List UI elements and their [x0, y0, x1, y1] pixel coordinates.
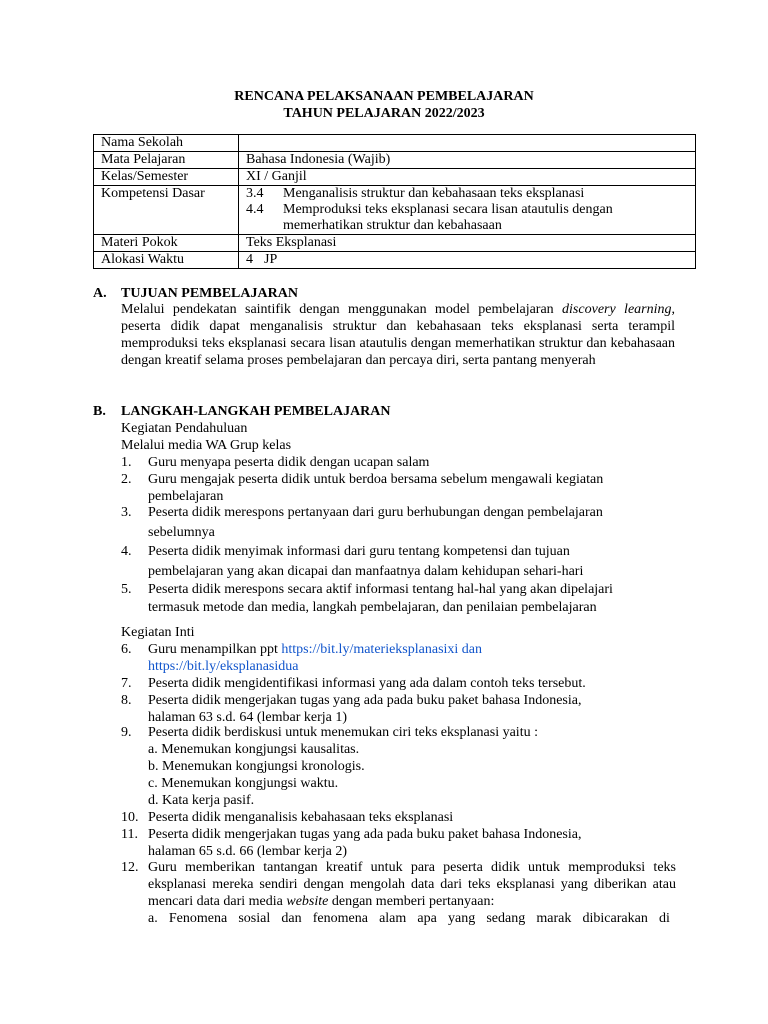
item-number: 5. [121, 582, 132, 597]
item-text [148, 504, 676, 541]
sub-item-word: fenomena [312, 911, 368, 926]
ppt-link-eksplanasi[interactable]: https://bit.ly/eksplanasidua [148, 659, 299, 674]
value-kompetensi-dasar [239, 186, 696, 235]
section-b-heading [93, 403, 391, 420]
item-number: 2. [121, 472, 132, 487]
alokasi-unit: JP [264, 252, 278, 267]
item-text [148, 859, 676, 910]
table-row [94, 235, 696, 252]
value-alokasi-waktu [239, 252, 696, 269]
identity-table [93, 134, 696, 269]
label-nama-sekolah: Nama Sekolah [94, 135, 239, 152]
value-materi-pokok: Teks Eksplanasi [239, 235, 696, 252]
sub-item: d. Kata kerja pasif. [148, 793, 255, 808]
label-alokasi-waktu: Alokasi Waktu [94, 252, 239, 269]
value-kelas-semester: XI / Ganjil [239, 169, 696, 186]
item-number: 11. [121, 827, 138, 842]
kegiatan-inti-label: Kegiatan Inti [121, 625, 195, 640]
list-item [121, 724, 676, 741]
item-line: halaman 63 s.d. 64 (lembar kerja 1) [148, 710, 348, 725]
sub-item-word: Fenomena [168, 911, 228, 926]
item-text-end: dengan memberi pertanyaan: [328, 894, 495, 909]
table-row [94, 252, 696, 269]
item-text: Guru mengajak peserta didik untuk berdoa bersama sebelum mengawali kegiatan pembelajaran [148, 472, 604, 504]
label-kelas-semester: Kelas/Semester [94, 169, 239, 186]
value-mata-pelajaran: Bahasa Indonesia (Wajib) [239, 152, 696, 169]
sub-item: a. Menemukan kongjungsi kausalitas. [148, 742, 360, 757]
item-text: Peserta didik mengidentifikasi informasi yang ada dalam contoh teks tersebut. [148, 676, 586, 691]
item-number: 9. [121, 725, 132, 740]
label-materi-pokok: Materi Pokok [94, 235, 239, 252]
value-nama-sekolah [239, 135, 696, 152]
item-number: 10. [121, 810, 139, 825]
list-item [121, 641, 676, 675]
section-title: TUJUAN PEMBELAJARAN [121, 286, 298, 301]
section-letter: B. [93, 404, 106, 419]
table-row [94, 152, 696, 169]
alokasi-number: 4 [246, 252, 253, 267]
item-text-italic: website [286, 894, 329, 909]
sub-item-word: dibicarakan [582, 911, 648, 926]
kd-text: Memproduksi teks eksplanasi secara lisan atautulis dengan memerhatikan struktur dan kebahasaan [283, 202, 613, 233]
sub-item-word: marak [536, 911, 572, 926]
item-line: Peserta didik merespons pertanyaan dari guru berhubungan dengan pembelajaran [148, 505, 603, 520]
item-text [148, 581, 676, 616]
sub-item-word: di [658, 911, 670, 926]
sub-item-word: yang [448, 911, 476, 926]
sub-item-word: sosial [238, 911, 271, 926]
list-item [121, 581, 676, 616]
ppt-link-materi[interactable]: https://bit.ly/materieksplanasixi dan [281, 642, 483, 657]
label-kompetensi-dasar: Kompetensi Dasar [94, 186, 239, 235]
item-line: Peserta didik mengerjakan tugas yang ada pada buku paket bahasa Indonesia, [148, 827, 582, 842]
list-item [121, 504, 676, 541]
item-text [148, 543, 676, 580]
item-text [148, 641, 676, 675]
table-row [94, 135, 696, 152]
item-text-start: Guru memberikan tantangan kreatif untuk para peserta didik untuk memproduksi teks eksplanasi mereka sendiri dengan mengolah data dari teks eksplanasi yang diberikan atau mencari data dari media [148, 860, 676, 909]
sub-item: b. Menemukan kongjungsi kronologis. [148, 759, 365, 774]
tujuan-text-italic: discovery learning [562, 302, 672, 317]
document-title: RENCANA PELAKSANAAN PEMBELAJARAN [234, 89, 534, 104]
sub-item [148, 910, 670, 927]
item-text [148, 826, 676, 860]
table-row [94, 169, 696, 186]
item-line: sebelumnya [148, 525, 215, 540]
sub-item-word: apa [417, 911, 437, 926]
list-item [121, 454, 676, 471]
sub-item: c. Menemukan kongjungsi waktu. [148, 776, 339, 791]
list-item [121, 809, 676, 826]
item-line: pembelajaran yang akan dicapai dan manfaatnya dalam kehidupan sehari-hari [148, 564, 584, 579]
item-text: Peserta didik berdiskusi untuk menemukan ciri teks eksplanasi yaitu : [148, 725, 538, 740]
kd-item [246, 186, 695, 202]
item-number: 1. [121, 455, 132, 470]
tujuan-text-start: Melalui pendekatan saintifik dengan menggunakan model pembelajaran [121, 302, 563, 317]
sub-item-word: alam [379, 911, 407, 926]
item-text: Peserta didik menganalisis kebahasaan teks eksplanasi [148, 810, 454, 825]
sub-item-word: a. [148, 911, 158, 926]
list-item [121, 543, 676, 580]
item-number: 6. [121, 642, 132, 657]
sub-item-word: dan [281, 911, 302, 926]
list-item [121, 826, 676, 860]
list-item [121, 675, 676, 692]
document-subtitle: TAHUN PELAJARAN 2022/2023 [283, 106, 485, 121]
tujuan-paragraph [121, 301, 675, 369]
list-item [121, 859, 676, 910]
list-item [121, 471, 676, 505]
item-text-start: Guru menampilkan ppt [148, 642, 282, 657]
kd-number: 4.4 [246, 202, 264, 217]
item-number: 8. [121, 693, 132, 708]
item-line: Peserta didik menyimak informasi dari guru tentang kompetensi dan tujuan [148, 544, 570, 559]
item-number: 4. [121, 544, 132, 559]
item-number: 3. [121, 505, 132, 520]
section-title: LANGKAH-LANGKAH PEMBELAJARAN [121, 404, 391, 419]
kd-number: 3.4 [246, 186, 264, 201]
kd-text: Menganalisis struktur dan kebahasaan teks eksplanasi [283, 186, 585, 201]
kegiatan-pendahuluan-label: Kegiatan Pendahuluan [121, 421, 248, 436]
item-number: 7. [121, 676, 132, 691]
item-line: halaman 65 s.d. 66 (lembar kerja 2) [148, 844, 348, 859]
list-item [121, 692, 676, 726]
kd-item [246, 202, 695, 234]
sub-item-word: sedang [486, 911, 526, 926]
item-text [148, 692, 676, 726]
section-a-heading [93, 285, 298, 302]
item-line: termasuk metode dan media, langkah pembelajaran, dan penilaian pembelajaran [148, 600, 597, 615]
tujuan-text-end: , peserta didik dapat menganalisis struktur dan kebahasaan teks eksplanasi serta terampil memproduksi teks eksplanasi secara lisan atautulis dengan memerhatikan struktur dan kebahasaan dengan kreatif selama proses pembelajaran dan percaya diri, serta pantang menyerah [121, 302, 675, 368]
item-number: 12. [121, 860, 139, 875]
item-line: Peserta didik mengerjakan tugas yang ada pada buku paket bahasa Indonesia, [148, 693, 582, 708]
item-line: Peserta didik merespons secara aktif informasi tentang hal-hal yang akan dipelajari [148, 582, 613, 597]
media-label: Melalui media WA Grup kelas [121, 438, 292, 453]
item-text: Guru menyapa peserta didik dengan ucapan salam [148, 455, 430, 470]
table-row [94, 186, 696, 235]
section-letter: A. [93, 286, 107, 301]
label-mata-pelajaran: Mata Pelajaran [94, 152, 239, 169]
